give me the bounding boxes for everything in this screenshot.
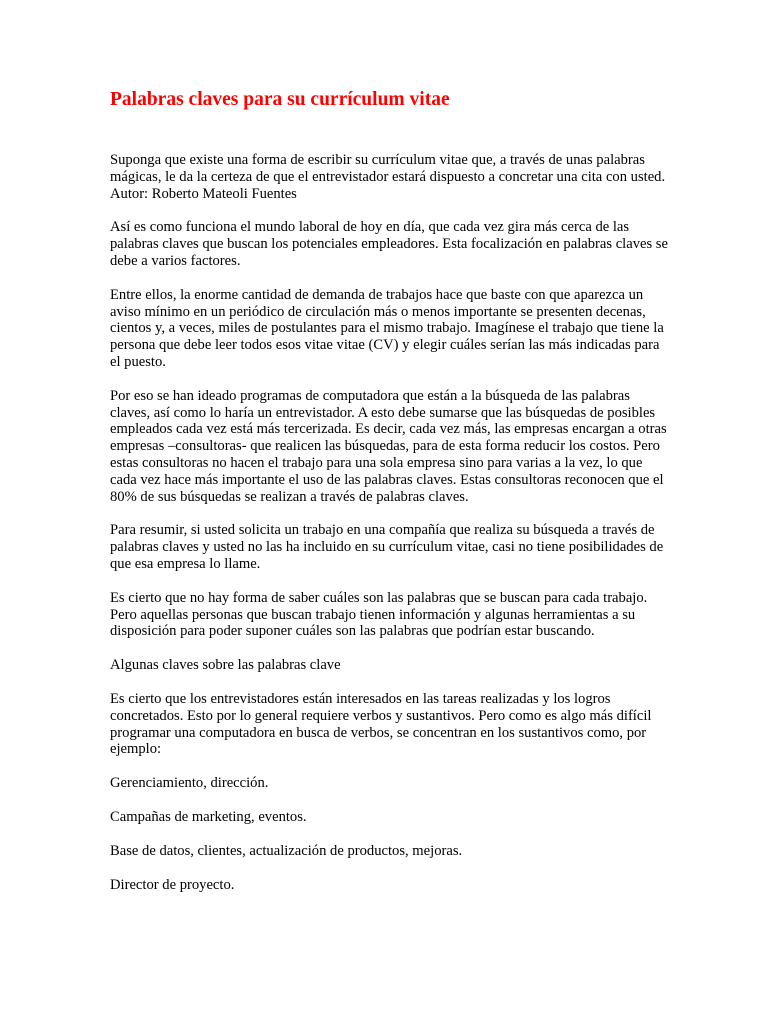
- intro-paragraph: Suponga que existe una forma de escribir su currículum vitae que, a través de unas palabras mágicas, le da la certeza de que el entrevistador estará dispuesto a concretar una cita con usted.: [110, 152, 666, 185]
- document-title: Palabras claves para su currículum vitae: [110, 89, 450, 110]
- body-paragraph: Es cierto que los entrevistadores están interesados en las tareas realizadas y los logros concretados. Esto por lo general requiere verbos y sustantivos. Pero como es algo más difícil programar una computadora en busca de verbos, se concentran en los sustantivos como, por ejemplo:: [110, 690, 652, 758]
- body-paragraph: Por eso se han ideado programas de computadora que están a la búsqueda de las palabras claves, así como lo haría un entrevistador. A esto debe sumarse que las búsquedas de posibles empleados cada vez está más tercerizada. Es decir, cada vez más, las empresas encargan a otras empresas –consultoras- que realicen las búsquedas, para de esta forma reducir los costos. Pero estas consultoras no hacen el trabajo para una sola empresa sino para varias a la vez, lo que cada vez hace más importante el uso de las palabras claves. Estas consultoras reconocen que el 80% de sus búsquedas se realizan a través de palabras claves.: [110, 387, 667, 505]
- body-paragraph: Entre ellos, la enorme cantidad de demanda de trabajos hace que baste con que aparezca un aviso mínimo en un periódico de circulación más o menos importante se presenten decenas, cientos y, a veces, miles de postulantes para el mismo trabajo. Imagínese el trabajo que tiene la persona que debe leer todos esos vitae vitae (CV) y elegir cuáles serían las más indicadas para el puesto.: [110, 286, 664, 370]
- body-paragraph: Así es como funciona el mundo laboral de hoy en día, que cada vez gira más cerca de las palabras claves que buscan los potenciales empleadores. Esta focalización en palabras claves se debe a varios factores.: [110, 219, 668, 269]
- body-paragraph: Es cierto que no hay forma de saber cuáles son las palabras que se buscan para cada trabajo. Pero aquellas personas que buscan trabajo tienen información y algunas herramientas a su disposición para poder suponer cuáles son las palabras que podrían estar buscando.: [110, 589, 648, 640]
- section-heading: Algunas claves sobre las palabras clave: [110, 657, 341, 674]
- list-item: Director de proyecto.: [110, 876, 235, 893]
- author-line: Autor: Roberto Mateoli Fuentes: [110, 185, 297, 202]
- list-item: Base de datos, clientes, actualización de productos, mejoras.: [110, 842, 463, 859]
- list-item: Gerenciamiento, dirección.: [110, 775, 269, 792]
- document-page: [110, 88, 670, 910]
- list-item: Campañas de marketing, eventos.: [110, 808, 307, 825]
- body-paragraph: Para resumir, si usted solicita un trabajo en una compañía que realiza su búsqueda a través de palabras claves y usted no las ha incluido en su currículum vitae, casi no tiene posibilidades de que esa empresa lo llame.: [110, 522, 664, 572]
